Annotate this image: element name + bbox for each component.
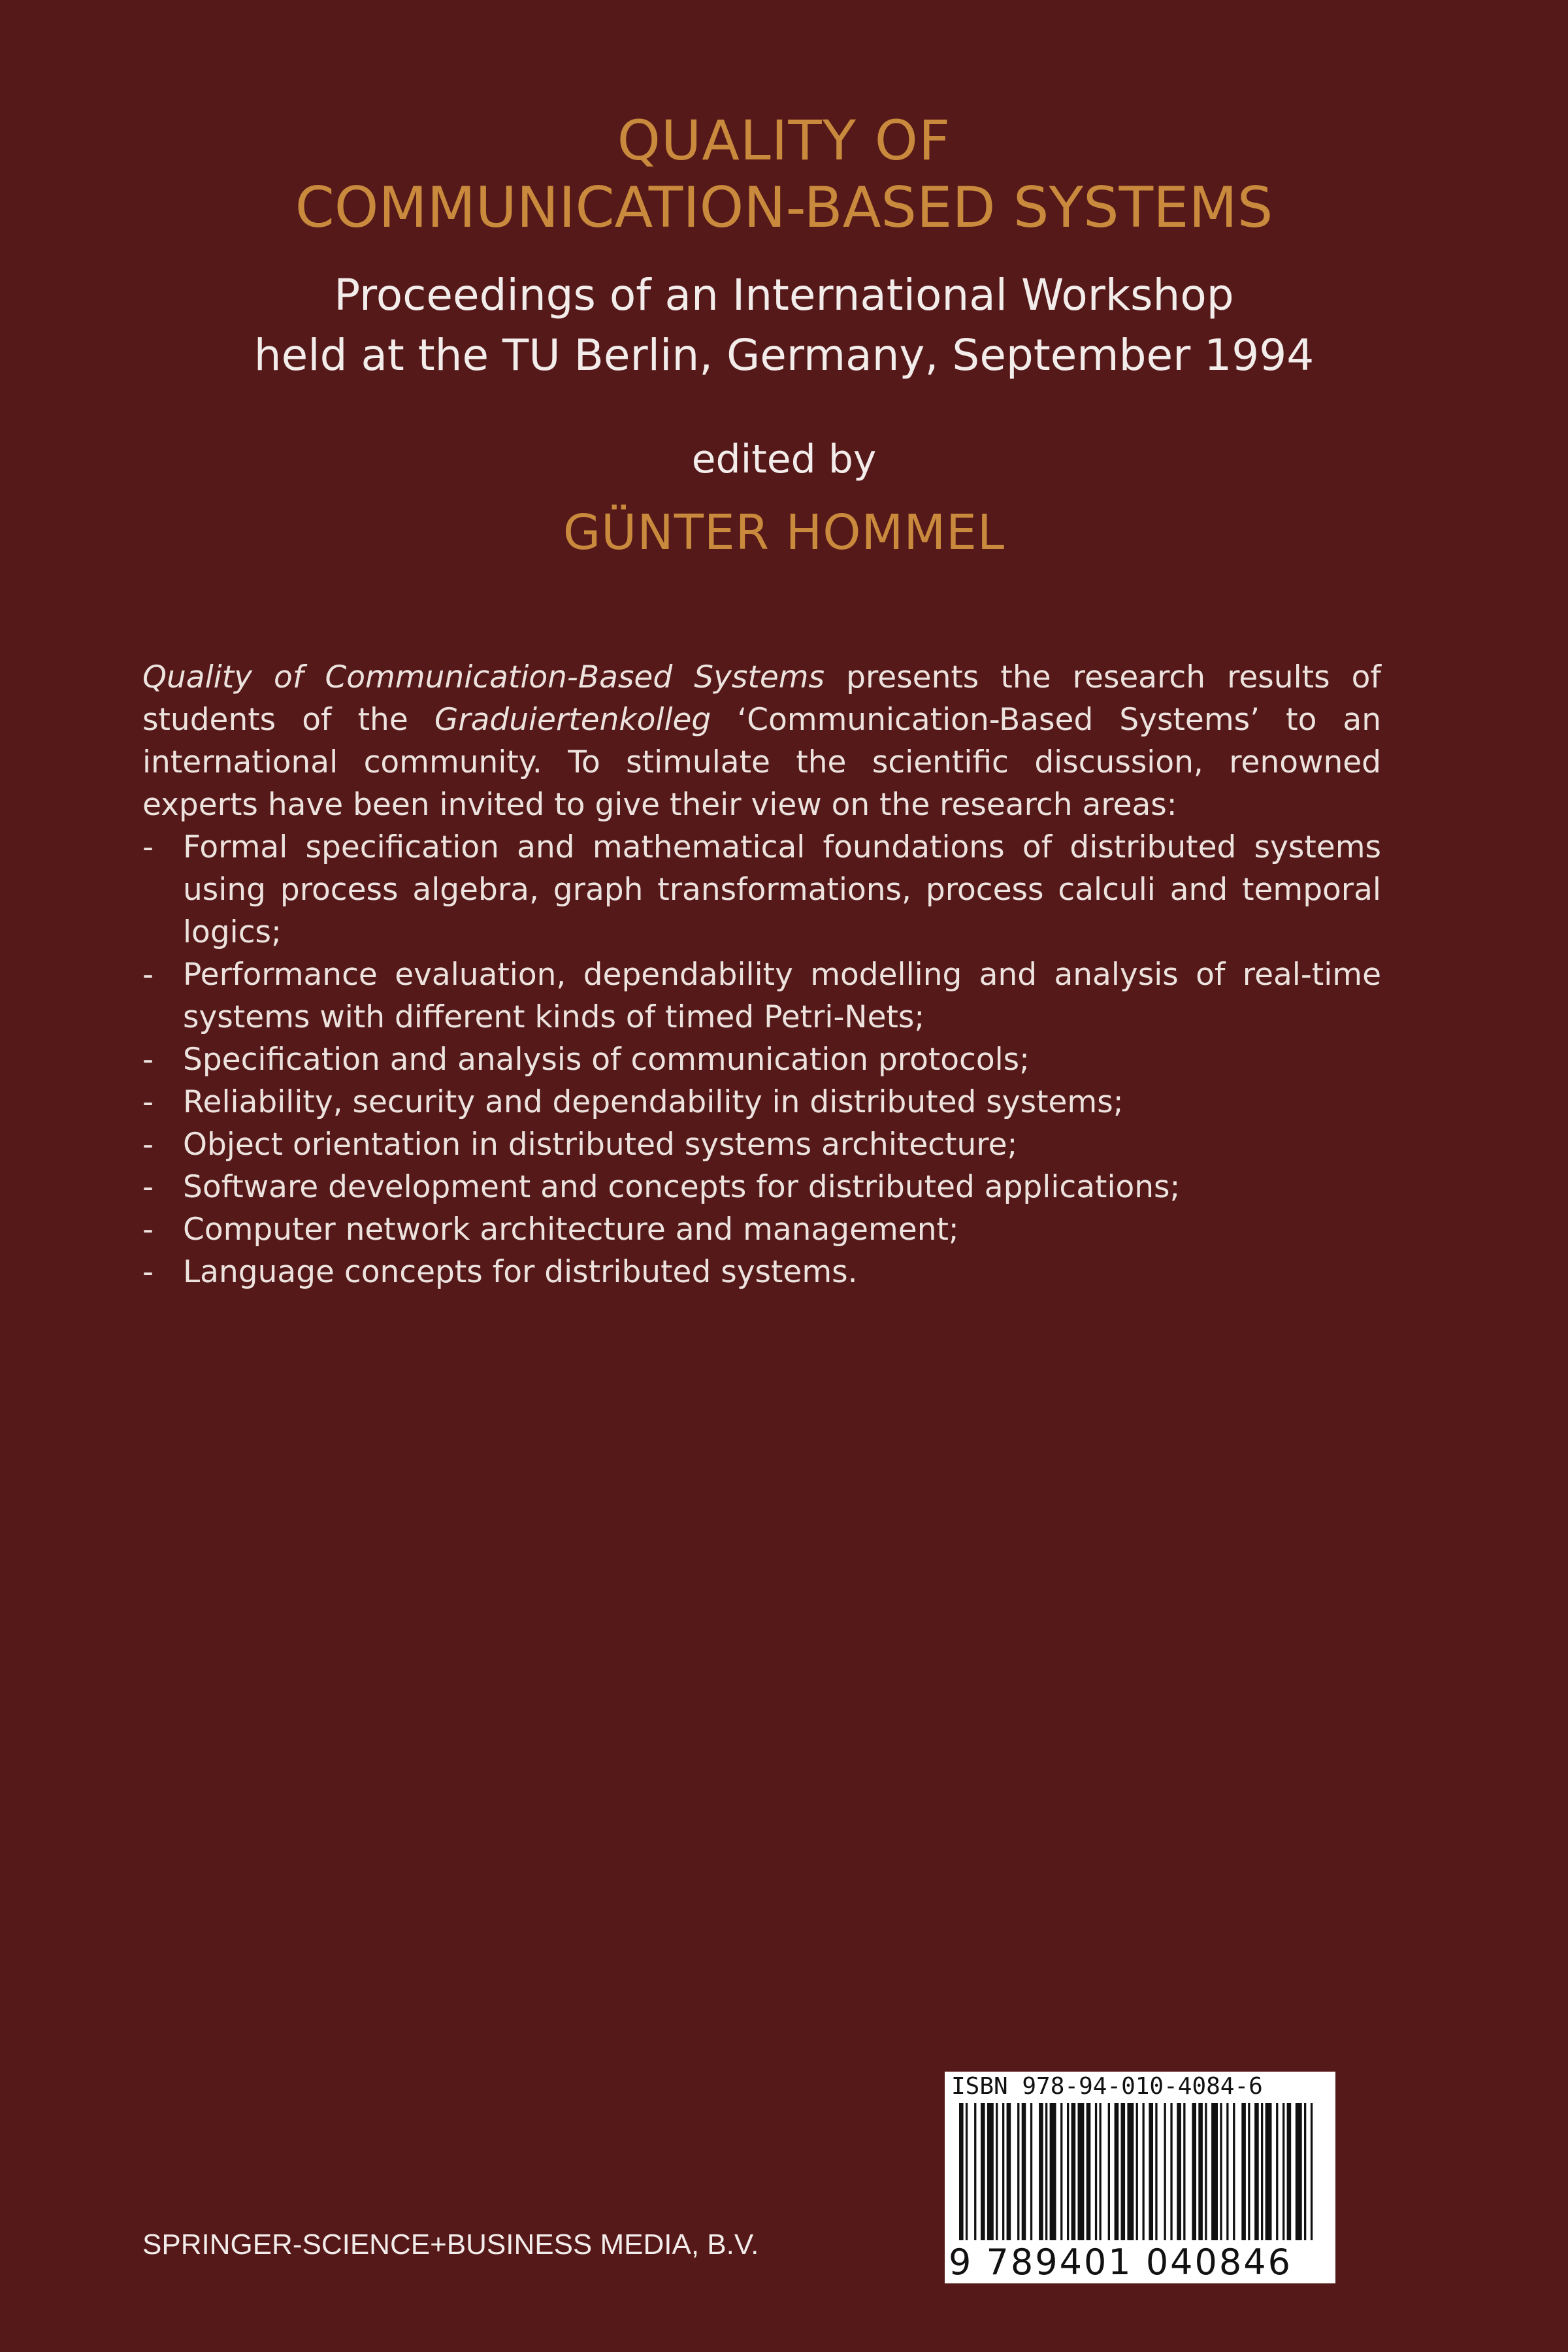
list-item-text: Performance evaluation, dependability modelling and analysis of real-time systems with different kinds of timed Petri-Nets; (183, 957, 1381, 1035)
barcode-bar (1121, 2103, 1126, 2240)
barcode-bar (1282, 2103, 1284, 2240)
barcode-bar (1017, 2103, 1019, 2240)
barcode-digits: 9 789401 040846 (949, 2242, 1292, 2283)
barcode-bar (974, 2103, 976, 2240)
barcode-bar (1155, 2103, 1157, 2240)
list-item-text: Reliability, security and dependability in distributed systems; (183, 1084, 1124, 1120)
barcode-bar (1108, 2103, 1110, 2240)
barcode-bar (966, 2103, 968, 2240)
barcode-bar (1039, 2103, 1043, 2240)
barcode-bar (1086, 2103, 1091, 2240)
editor-name: GÜNTER HOMMEL (563, 505, 1005, 561)
edited-by-label: edited by (691, 437, 877, 482)
barcode-bar (1136, 2103, 1138, 2240)
barcode-bar (1045, 2103, 1047, 2240)
bullet-dash: - (142, 1212, 154, 1248)
publisher-name: SPRINGER-SCIENCE+BUSINESS MEDIA, B.V. (142, 2228, 759, 2261)
barcode-bar (1170, 2103, 1172, 2240)
barcode-bar (1095, 2103, 1097, 2240)
list-item (142, 1123, 1381, 1166)
barcode-bar (1100, 2103, 1102, 2240)
list-item-text: Specification and analysis of communication protocols; (183, 1042, 1030, 1078)
list-item (142, 826, 1381, 953)
book-title-line-1: QUALITY OF (617, 108, 951, 173)
barcode-bar (1220, 2103, 1222, 2240)
list-item (142, 1251, 1381, 1293)
barcode-bar (1266, 2103, 1272, 2240)
bullet-dash: - (142, 1254, 154, 1290)
description-block (142, 656, 1381, 1293)
barcode-bar (1192, 2103, 1196, 2240)
barcode-bar (996, 2103, 998, 2240)
barcode-bar (1030, 2103, 1032, 2240)
barcode-bar (1060, 2103, 1062, 2240)
barcode-bar (1233, 2103, 1235, 2240)
description-paragraph (142, 656, 1381, 826)
book-title-line-2: COMMUNICATION-BASED SYSTEMS (295, 175, 1273, 240)
barcode-bar (1183, 2103, 1185, 2240)
barcode-bar (1226, 2103, 1228, 2240)
barcode-bar (1149, 2103, 1153, 2240)
barcode-bar (1198, 2103, 1203, 2240)
bullet-dash: - (142, 1084, 154, 1120)
isbn-number: ISBN 978-94-010-4084-6 (951, 2073, 1263, 2100)
barcode-bar (1078, 2103, 1085, 2240)
barcode-bar (1261, 2103, 1263, 2240)
barcode-bar (959, 2103, 964, 2240)
barcode-bar (1211, 2103, 1218, 2240)
barcode-bar (1143, 2103, 1145, 2240)
list-item-text: Object orientation in distributed systems architecture; (183, 1127, 1018, 1163)
bullet-dash: - (142, 1042, 154, 1078)
bullet-dash: - (142, 1169, 154, 1205)
barcode-label (945, 2072, 1335, 2283)
barcode-bar (1127, 2103, 1134, 2240)
barcode-bar (1071, 2103, 1076, 2240)
barcode-bar (1254, 2103, 1259, 2240)
list-item-text: Formal specification and mathematical foundations of distributed systems using process algebra, graph transformations, process calculi and temporal logics; (183, 829, 1381, 950)
barcode-bar (1311, 2103, 1313, 2240)
list-item-text: Software development and concepts for distributed applications; (183, 1169, 1181, 1205)
bullet-dash: - (142, 957, 154, 993)
list-item (142, 1038, 1381, 1081)
list-item (142, 1166, 1381, 1208)
barcode-bar (1022, 2103, 1026, 2240)
subtitle-line-2: held at the TU Berlin, Germany, September 1994 (253, 330, 1315, 380)
description-book-title: Quality of Communication-Based Systems (142, 659, 825, 695)
barcode-bar (1296, 2103, 1302, 2240)
bullet-dash: - (142, 1127, 154, 1163)
barcode-bar (1241, 2103, 1246, 2240)
research-areas-list (142, 826, 1381, 1293)
list-item (142, 953, 1381, 1038)
barcode-bar (1050, 2103, 1056, 2240)
bullet-dash: - (142, 829, 154, 865)
barcode-bar (1248, 2103, 1250, 2240)
barcode-bar (981, 2103, 985, 2240)
barcode-bar (1205, 2103, 1207, 2240)
list-item (142, 1208, 1381, 1251)
barcode-bar (1002, 2103, 1004, 2240)
barcode-bar (1164, 2103, 1166, 2240)
description-text-2: ‘Communication-Based Systems’ to an international community. To stimulate the scientific discussion, renowned experts have been invited to give their view on the research areas: (142, 702, 1381, 823)
list-item-text: Computer network architecture and management; (183, 1212, 959, 1248)
barcode-bar (1007, 2103, 1011, 2240)
barcode-bar (987, 2103, 994, 2240)
barcode-bar (1177, 2103, 1181, 2240)
list-item (142, 1081, 1381, 1123)
barcode-icon (959, 2103, 1320, 2240)
barcode-bar (1304, 2103, 1306, 2240)
barcode-bar (1276, 2103, 1278, 2240)
barcode-bar (1287, 2103, 1292, 2240)
subtitle-line-1: Proceedings of an International Workshop (334, 270, 1234, 320)
description-kolleg: Graduiertenkolleg (434, 702, 711, 738)
barcode-bar (1115, 2103, 1119, 2240)
description-text-1: presents the research results of students of the (142, 659, 1381, 738)
list-item-text: Language concepts for distributed systems. (183, 1254, 858, 1290)
barcode-bar (1067, 2103, 1069, 2240)
